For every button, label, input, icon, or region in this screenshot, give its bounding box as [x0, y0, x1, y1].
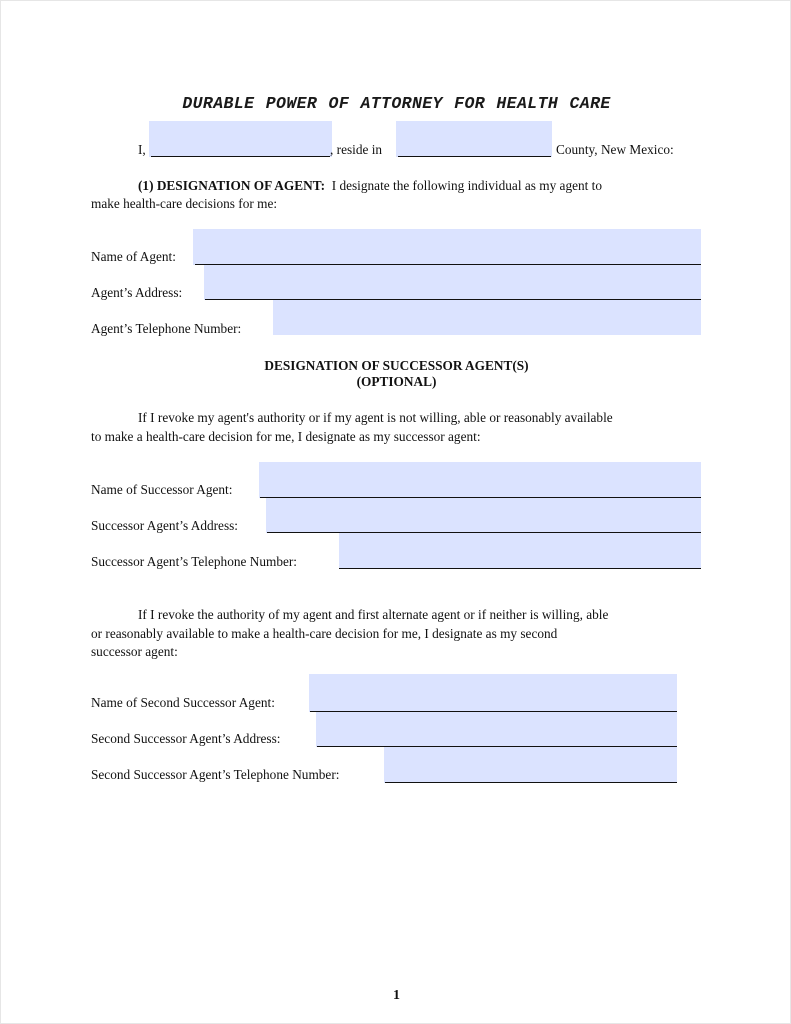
county-field[interactable]	[396, 121, 552, 157]
second-successor-name-field[interactable]	[309, 674, 677, 712]
successor-address-label: Successor Agent’s Address:	[91, 518, 238, 533]
agent-phone-label: Agent’s Telephone Number:	[91, 321, 242, 336]
agent-address-label: Agent’s Address:	[91, 285, 183, 300]
successor-phone-underline	[339, 568, 701, 569]
document-title: DURABLE POWER OF ATTORNEY FOR HEALTH CARE	[182, 94, 611, 113]
section1-text-line2: make health-care decisions for me:	[91, 196, 278, 211]
principal-name-underline	[151, 156, 330, 157]
intro-prefix: I,	[138, 142, 146, 157]
page-number: 1	[393, 988, 400, 1003]
successor-name-label: Name of Successor Agent:	[91, 482, 233, 497]
second-successor-phone-underline	[385, 782, 677, 783]
successor-address-field[interactable]	[266, 498, 701, 533]
successor-name-field[interactable]	[259, 462, 701, 498]
second-paragraph-line2: or reasonably available to make a health-care decision for me, I designate as my second	[91, 626, 558, 641]
county-underline	[398, 156, 551, 157]
second-successor-phone-field[interactable]	[384, 747, 677, 783]
intro-suffix: County, New Mexico:	[556, 142, 674, 157]
successor-phone-field[interactable]	[339, 533, 701, 569]
successor-paragraph-line2: to make a health-care decision for me, I designate as my successor agent:	[91, 429, 481, 444]
intro-middle: , reside in	[330, 142, 383, 157]
agent-phone-field[interactable]	[273, 300, 701, 335]
second-paragraph-line1: If I revoke the authority of my agent and first alternate agent or if neither is willing, able	[138, 607, 609, 622]
successor-paragraph-line1: If I revoke my agent's authority or if my agent is not willing, able or reasonably available	[138, 410, 613, 425]
successor-heading-line2: (OPTIONAL)	[356, 374, 437, 389]
successor-phone-label: Successor Agent’s Telephone Number:	[91, 554, 297, 569]
principal-name-field[interactable]	[149, 121, 332, 157]
second-paragraph-line3: successor agent:	[91, 644, 178, 659]
successor-heading-line1: DESIGNATION OF SUCCESSOR AGENT(S)	[264, 358, 529, 373]
section1-heading: (1) DESIGNATION OF AGENT:	[138, 178, 326, 193]
agent-address-field[interactable]	[204, 265, 701, 300]
second-successor-name-label: Name of Second Successor Agent:	[91, 695, 275, 710]
agent-name-field[interactable]	[193, 229, 701, 265]
section1-text-line1: I designate the following individual as my agent to	[331, 178, 603, 193]
agent-name-label: Name of Agent:	[91, 249, 176, 264]
second-successor-address-field[interactable]	[316, 712, 677, 747]
section1-line1	[138, 177, 602, 195]
second-successor-address-label: Second Successor Agent’s Address:	[91, 731, 281, 746]
second-successor-phone-label: Second Successor Agent’s Telephone Number:	[91, 767, 340, 782]
